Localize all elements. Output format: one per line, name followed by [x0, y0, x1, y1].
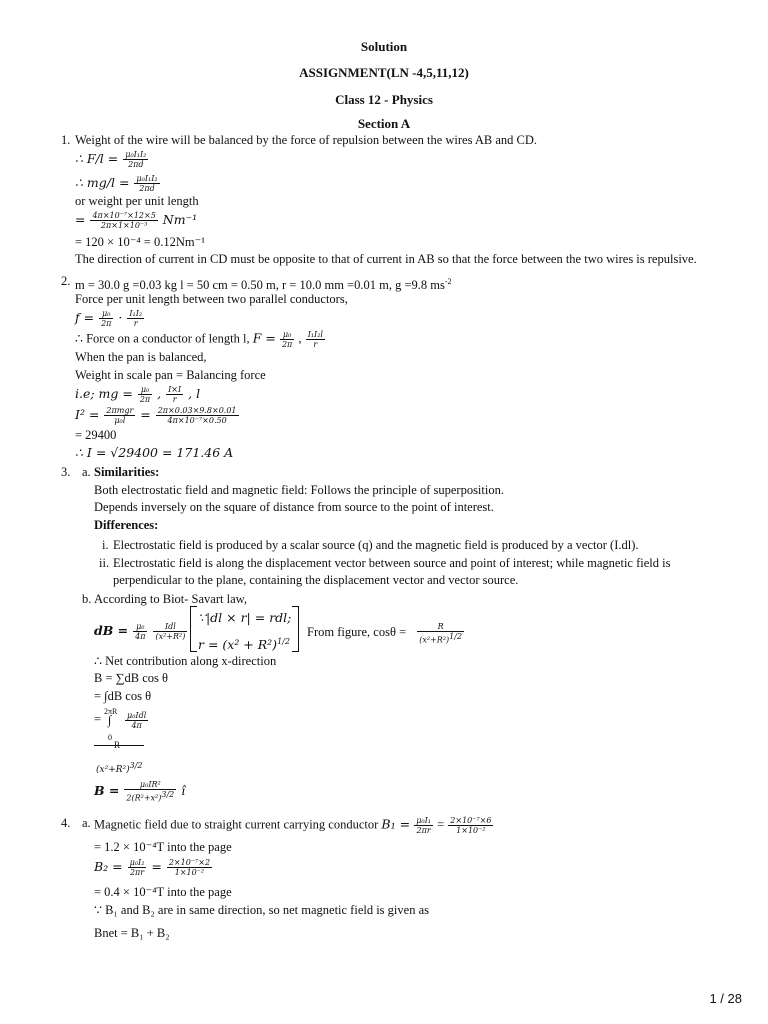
q4-eq1: Magnetic field due to straight current carrying conductor B₁ = $\frac{\text{μ₀I₁}}{2\pi r}$ = $\frac{\text{2×10⁻⁷×6}}{\text{1×10⁻²}}$ — [94, 816, 492, 835]
q3-net: ∴ Net contribution along x-direction — [94, 654, 277, 668]
q2-line1: m = 30.0 g =0.03 kg l = 50 cm = 0.50 m, r = 10.0 mm =0.01 m, g =9.8 $ms^{-2}$ — [75, 277, 452, 293]
class-title: Class 12 - Physics — [335, 92, 433, 107]
q1-line6: = 120 × 10⁻⁴ = 0.12Nm⁻¹ — [75, 235, 205, 249]
right-bracket — [292, 606, 299, 652]
q3-B3-upper: 2πR — [104, 707, 118, 716]
q1-line7: The direction of current in CD must be opposite to that of current in AB so that the force between the two wires is repulsive. — [75, 252, 697, 266]
section-title: Section A — [357, 116, 411, 131]
q3-cos-eq: From figure, cosθ = $\frac{R}{(x^2+R^2)^{1/2}}$ — [307, 622, 463, 645]
q2-line5: When the pan is balanced, — [75, 350, 207, 364]
q4-line4: = 0.4 × 10⁻⁴T into the page — [94, 885, 232, 899]
q3-B2: = ∫dB cos θ — [94, 689, 152, 703]
q3-bracket-top: ∵|dl × r| = rdl; — [198, 610, 292, 625]
q2-eq2: ∴ Force on a conductor of length l, F = $\frac{\text{μ₀}}{2\pi}$ , $\frac{\text{I₁I₂l}}{r}$ — [75, 330, 323, 349]
q3-sim1: Both electrostatic field and magnetic field: Follows the principle of superposition. — [94, 483, 504, 497]
q1-number: 1. — [61, 133, 71, 147]
q4-line2: = 1.2 × 10⁻⁴T into the page — [94, 840, 232, 854]
q3-b-label: b. — [82, 592, 92, 606]
q1-line4: or weight per unit length — [75, 194, 199, 208]
q3-number: 3. — [61, 465, 71, 479]
q1-eq1: ∴ F/l = $\frac{\text{μ₀I₁I₂}}{2\pi d}$ — [75, 150, 147, 169]
q2-number: 2. — [61, 274, 71, 288]
q2-line2: Force per unit length between two parallel conductors, — [75, 292, 348, 306]
q2-eq4: I² = $\frac{\text{2πmgr}}{\text{μ₀l}}$ = $\frac{2\pi\times 0.03\times 9.8\times 0.01}{\text{4π×10⁻⁷×0.50}}$ — [75, 406, 237, 425]
q2-eq3: i.e; mg = $\frac{\text{μ₀}}{2\pi}$ , $\frac{I\times I}{r}$ , l — [75, 385, 201, 404]
q3-similarities-heading: Similarities: — [94, 465, 160, 479]
q3-sim2: Depends inversely on the square of distance from source to the point of interest. — [94, 500, 494, 514]
q3-d2-num: ii. — [99, 556, 110, 570]
solution-title: Solution — [360, 39, 408, 54]
q2-line10: ∴ I = √29400 = 171.46 A — [75, 445, 234, 460]
left-bracket — [190, 606, 197, 652]
q4-line6: Bnet = B₁ + B₂ — [94, 926, 170, 940]
q3-B3-integral: ∫ — [108, 713, 112, 727]
q3-B4-num: R — [114, 740, 121, 750]
q3-a-label: a. — [82, 465, 91, 479]
q3-differences-heading: Differences: — [94, 518, 159, 532]
q4-eq2: B₂ = $\frac{\text{μ₀I₂}}{2\pi r}$ = $\frac{\text{2×10⁻⁷×2}}{\text{1×10⁻²}}$ — [94, 858, 211, 877]
q1-eq2: ∴ mg/l = $\frac{\text{μ₀I₁I₂}}{2\pi d}$ — [75, 174, 158, 193]
q3-d2a: Electrostatic field is along the displacement vector between source and point of interest; while magnetic field is — [113, 556, 671, 570]
assignment-title: ASSIGNMENT(LN -4,5,11,12) — [299, 65, 469, 80]
q3-B3-frac: $\frac{\text{μ₀Idl}}{4\pi}$ — [127, 711, 147, 730]
q2-line6: Weight in scale pan = Balancing force — [75, 368, 266, 382]
q3-d1-num: i. — [102, 538, 109, 552]
q3-B3-lower: 0 — [108, 733, 112, 742]
q4-number: 4. — [61, 816, 71, 830]
q3-d2b: perpendicular to the plane, containing the displacement vector and vector source. — [113, 573, 519, 587]
q4-line5: ∵ B₁ and B₂ are in same direction, so net magnetic field is given as — [94, 903, 429, 917]
q2-eq1: f = $\frac{\text{μ₀}}{2\pi}$ · $\frac{\text{I₁I₂}}{r}$ — [75, 309, 143, 328]
q1-eq3: = $\frac{\text{4π×10⁻⁷×12×5}}{\text{2π×1×10⁻³}}$ Nm⁻¹ — [75, 211, 198, 230]
q1-line1: Weight of the wire will be balanced by the force of repulsion between the wires AB and CD. — [75, 133, 538, 147]
q3-bracket-bottom: $r = (x^2 + R^2)^{1/2}$ — [198, 637, 290, 653]
q3-b-line1: According to Biot- Savart law, — [94, 592, 247, 606]
q3-B3-eq: = — [94, 712, 102, 726]
q2-line9: = 29400 — [75, 428, 117, 442]
q3-B1: B = ∑dB cos θ — [94, 671, 169, 685]
q3-B4-den: $(x^2+R^2)^{3/2}$ — [96, 761, 143, 775]
page-number: 1 / 28 — [709, 991, 742, 1006]
q3-d1: Electrostatic field is produced by a scalar source (q) and the magnetic field is produced by a vector (I.dl). — [113, 538, 639, 552]
q4-a-label: a. — [82, 816, 91, 830]
q3-B5: B = $\frac{\text{μ₀IR²}}{2(R^2+x^2)^{3/2}}$ î — [94, 780, 186, 803]
q3-biot-savart-eq: dB = $\frac{\text{μ₀}}{4\pi}$ $\frac{\text{Idl}}{\text{(x²+R²)}}$ — [94, 622, 186, 641]
